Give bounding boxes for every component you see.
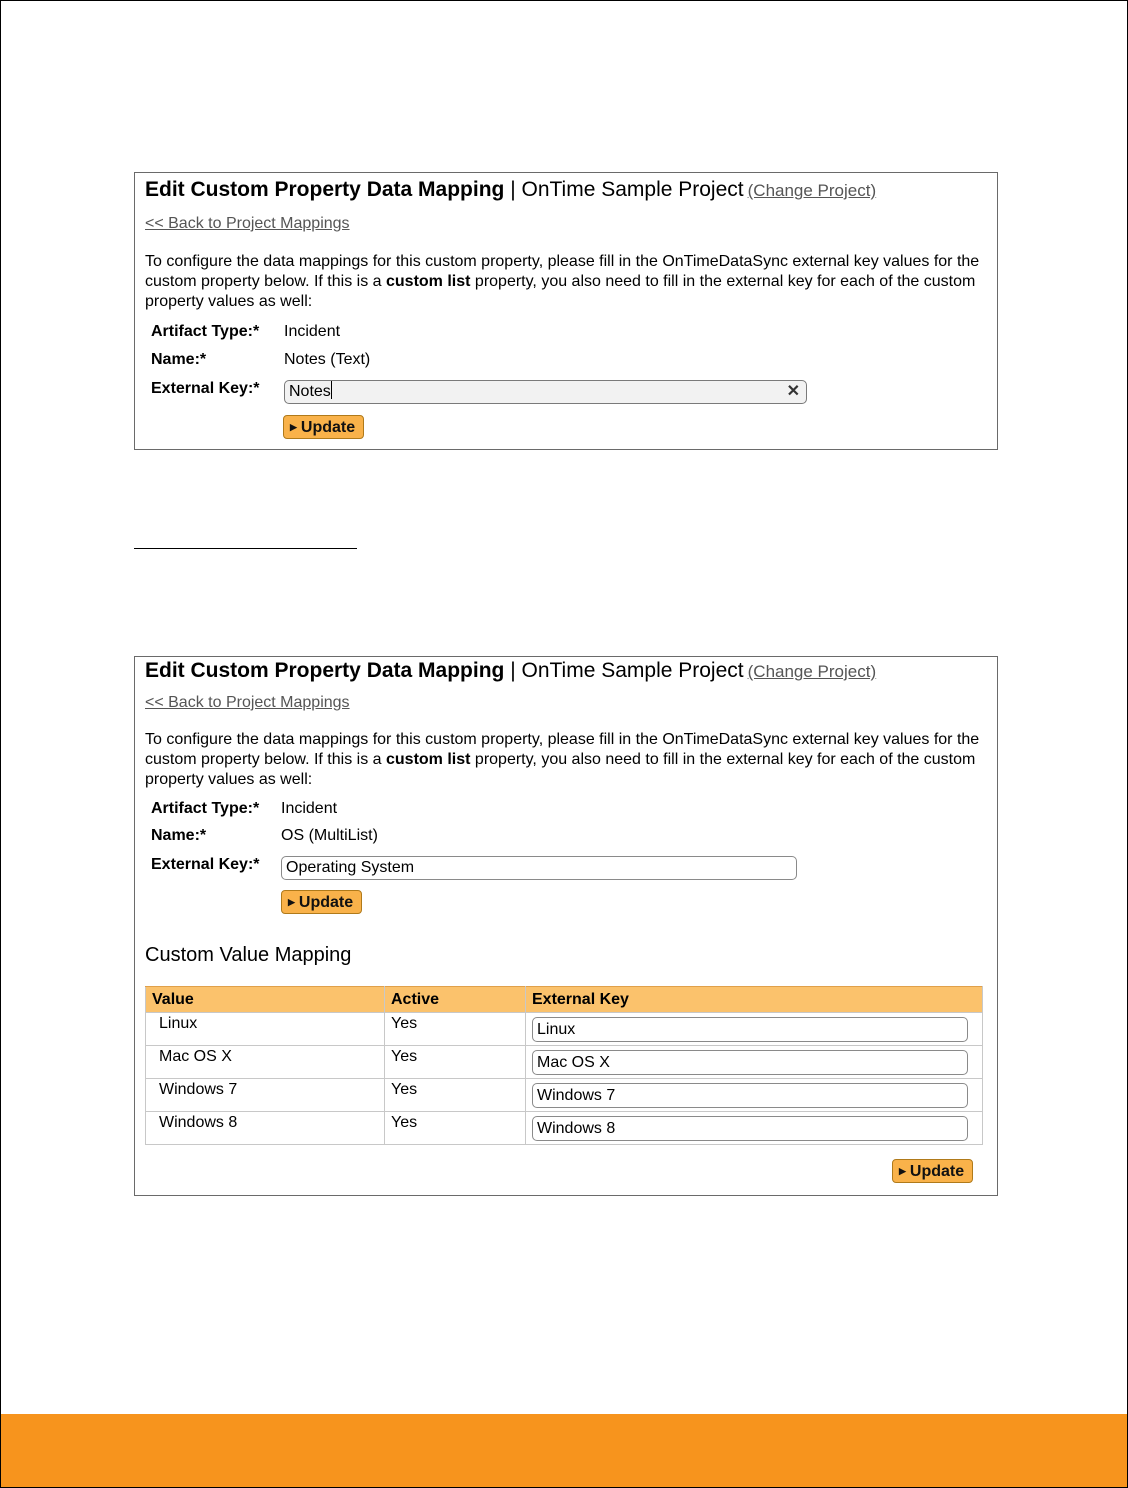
- table-row: [146, 1112, 983, 1145]
- intro-text: [145, 252, 995, 312]
- bottom-update-button[interactable]: [892, 1159, 973, 1183]
- intro-text-bold: custom list: [386, 751, 471, 768]
- external-key-input[interactable]: Operating System: [281, 856, 797, 880]
- table-row: [146, 1046, 983, 1079]
- edit-mapping-panel-multilist: [134, 656, 998, 1196]
- external-key-row-input[interactable]: Windows 7: [532, 1083, 968, 1108]
- cell-external-key: [526, 1112, 983, 1145]
- artifact-type-label: Artifact Type:*: [151, 323, 260, 340]
- intro-text: [145, 730, 995, 790]
- cell-external-key: [526, 1046, 983, 1079]
- table-row: [146, 1079, 983, 1112]
- external-key-row-input[interactable]: Linux: [532, 1017, 968, 1042]
- back-to-project-mappings-link[interactable]: << Back to Project Mappings: [145, 694, 350, 711]
- intro-text-part1: To configure the data mappings for this custom property, please fill in the OnTimeDataSync external key values for the custom property below. If this is a: [145, 253, 980, 290]
- play-triangle-icon: ▶: [290, 422, 297, 432]
- clear-icon[interactable]: ✕: [786, 383, 800, 400]
- cell-external-key: [526, 1013, 983, 1046]
- artifact-type-value: Incident: [284, 323, 341, 340]
- update-button-label: Update: [298, 894, 354, 911]
- panel-title-bold: Edit Custom Property Data Mapping: [145, 178, 505, 201]
- text-caret: [331, 381, 332, 399]
- cell-value: Windows 7: [146, 1079, 385, 1112]
- name-label: Name:*: [151, 827, 207, 844]
- edit-mapping-panel-text: [134, 172, 998, 450]
- external-key-row-input[interactable]: Mac OS X: [532, 1050, 968, 1075]
- name-value: OS (MultiList): [281, 827, 378, 844]
- external-key-input[interactable]: [284, 380, 807, 404]
- external-key-input-value: Notes: [289, 383, 331, 400]
- cell-value: Windows 8: [146, 1112, 385, 1145]
- intro-text-part2: property, you also need to fill in the external key for each of the custom property values as well:: [145, 273, 976, 310]
- intro-text-bold: custom list: [386, 273, 471, 290]
- external-key-label: External Key:*: [151, 856, 260, 873]
- name-value: Notes (Text): [284, 351, 371, 368]
- panel-title-bold: Edit Custom Property Data Mapping: [145, 659, 505, 682]
- external-key-row-input[interactable]: Windows 8: [532, 1116, 968, 1141]
- cell-active: Yes: [385, 1013, 526, 1046]
- panel-title: [145, 178, 876, 202]
- back-to-project-mappings-link[interactable]: << Back to Project Mappings: [145, 215, 350, 232]
- update-button[interactable]: [283, 415, 364, 439]
- column-header-external-key: External Key: [526, 987, 983, 1013]
- update-button-label: Update: [909, 1163, 965, 1180]
- artifact-type-value: Incident: [281, 800, 338, 817]
- intro-text-part1: To configure the data mappings for this custom property, please fill in the OnTimeDataSync external key values for the custom property below. If this is a: [145, 731, 980, 768]
- update-button-label: Update: [300, 419, 356, 436]
- column-header-active: Active: [385, 987, 526, 1013]
- section-underline-rule: [134, 548, 357, 549]
- cell-external-key: [526, 1079, 983, 1112]
- cell-value: Mac OS X: [146, 1046, 385, 1079]
- cell-value: Linux: [146, 1013, 385, 1046]
- panel-title-project: | OnTime Sample Project: [504, 178, 744, 201]
- update-button[interactable]: [281, 890, 362, 914]
- footer-bar: [1, 1414, 1127, 1487]
- table-row: [146, 1013, 983, 1046]
- panel-title-project: | OnTime Sample Project: [504, 659, 744, 682]
- cell-active: Yes: [385, 1112, 526, 1145]
- artifact-type-label: Artifact Type:*: [151, 800, 260, 817]
- intro-text-part2: property, you also need to fill in the external key for each of the custom property values as well:: [145, 751, 976, 788]
- name-label: Name:*: [151, 351, 207, 368]
- play-triangle-icon: ▶: [288, 897, 295, 907]
- custom-value-mapping-table: [145, 986, 983, 1145]
- custom-value-mapping-heading: Custom Value Mapping: [145, 944, 352, 966]
- change-project-link[interactable]: (Change Project): [747, 181, 877, 200]
- panel-title: [145, 659, 876, 683]
- cell-active: Yes: [385, 1046, 526, 1079]
- table-header-row: [146, 987, 983, 1013]
- external-key-label: External Key:*: [151, 380, 260, 397]
- change-project-link[interactable]: (Change Project): [747, 662, 877, 681]
- play-triangle-icon: ▶: [899, 1166, 906, 1176]
- column-header-value: Value: [146, 987, 385, 1013]
- cell-active: Yes: [385, 1079, 526, 1112]
